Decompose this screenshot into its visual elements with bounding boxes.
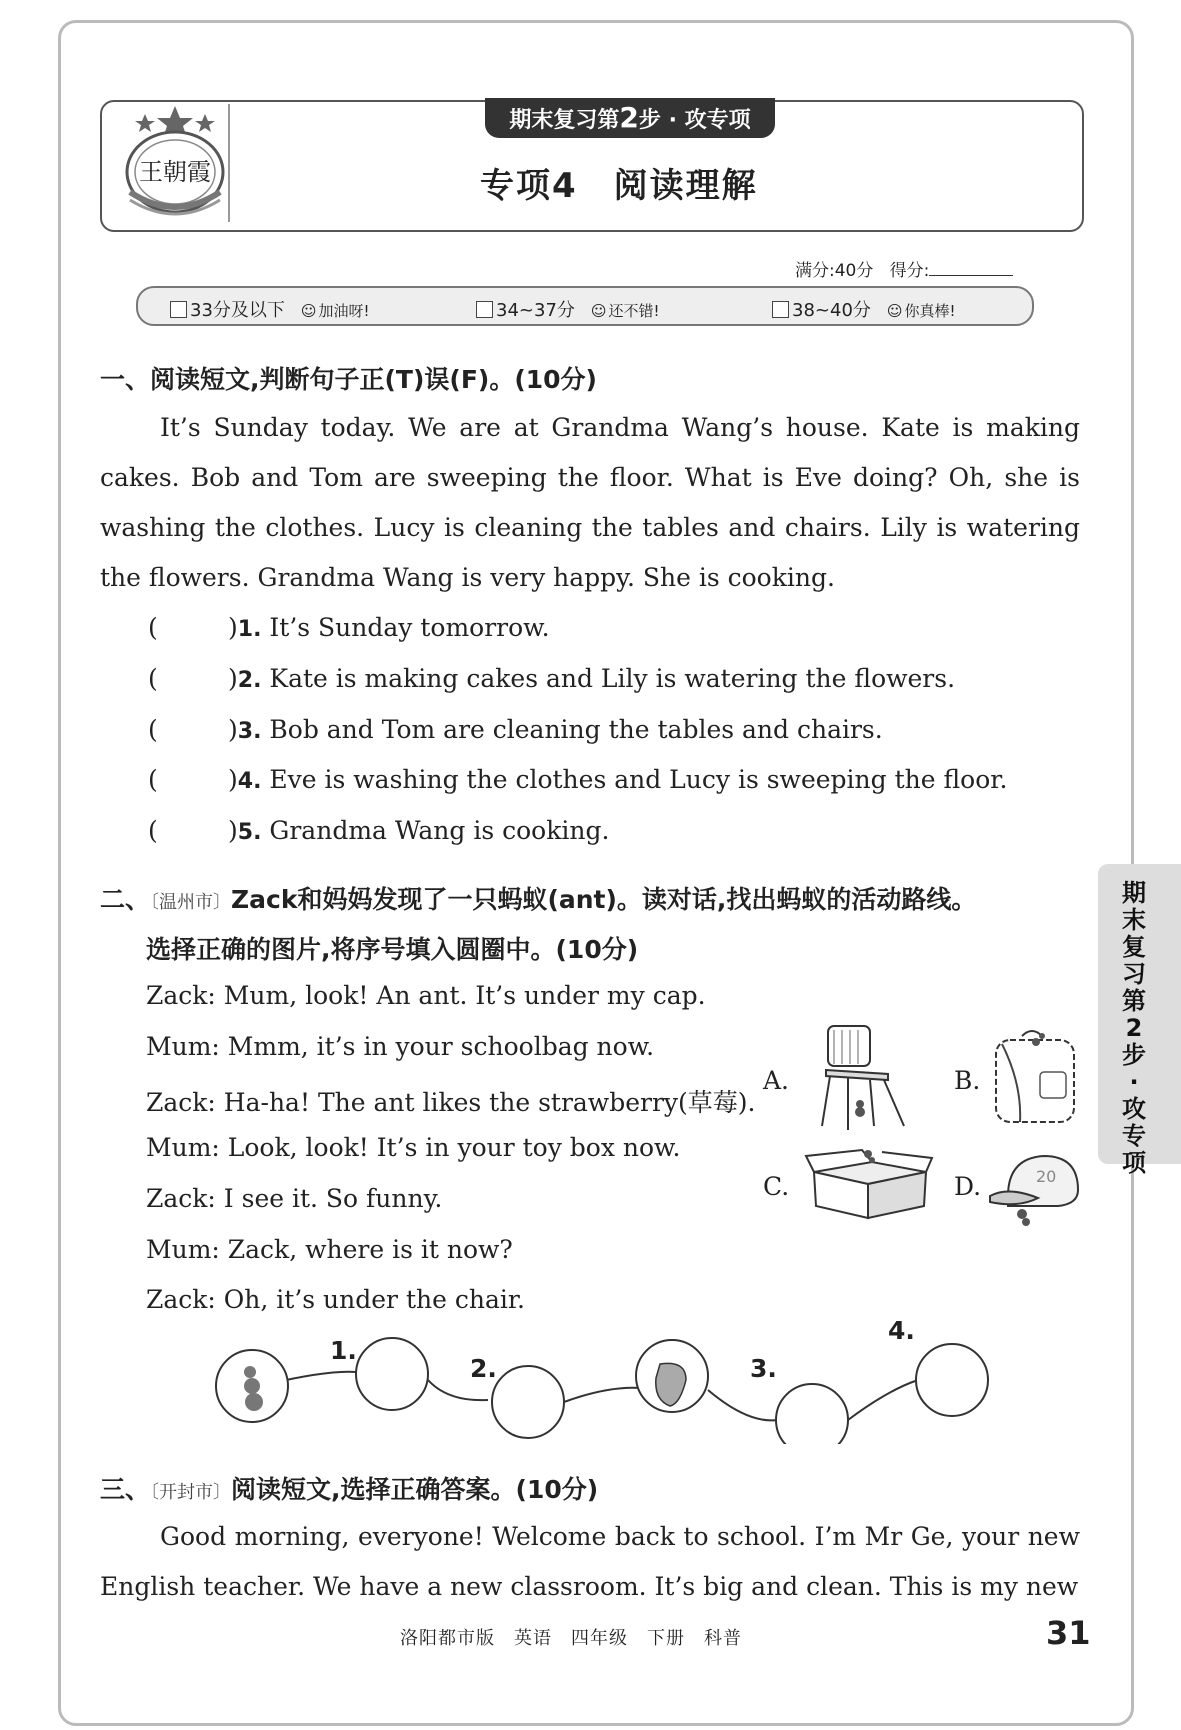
rating-range: 38~40分: [792, 300, 871, 321]
side-tab: [1098, 864, 1181, 1177]
dialogue-line: Zack: I see it. So funny.: [146, 1184, 443, 1213]
step-tab-suffix: 步 · 攻专项: [638, 108, 751, 133]
region-tag: 〔温州市〕: [150, 892, 232, 913]
rating-comment: 你真棒!: [904, 302, 956, 320]
paren-close: ): [228, 613, 238, 642]
rating-range: 33分及以下: [190, 300, 285, 321]
svg-text:20: 20: [1036, 1167, 1057, 1186]
question-text: Grandma Wang is cooking.: [269, 816, 610, 845]
paren-open: (: [148, 816, 158, 845]
section3-prefix: 三、: [100, 1475, 151, 1504]
option-a-label: A.: [763, 1066, 790, 1095]
dialogue-line: Mum: Look, look! It’s in your toy box now.: [146, 1133, 681, 1162]
rating-comment: 还不错!: [608, 302, 660, 320]
paren-close: ): [228, 816, 238, 845]
rating-item: [772, 296, 956, 322]
paren-open: (: [148, 613, 158, 642]
paren-close: ): [228, 765, 238, 794]
paren-open: (: [148, 765, 158, 794]
answer-blank[interactable]: [148, 765, 228, 794]
section3-passage: Good morning, everyone! Welcome back to school. I’m Mr Ge, your new English teacher. We have a new classroom. It’s big and clean. This is my new: [100, 1522, 1080, 1601]
answer-circle[interactable]: [776, 1384, 848, 1444]
rating-comment: 加油呀!: [318, 302, 370, 320]
section2-heading: [100, 880, 976, 916]
rating-checkbox[interactable]: [476, 301, 493, 318]
footer: 洛阳都市版 英语 四年级 下册 科普: [400, 1628, 742, 1649]
question-item: [148, 715, 883, 744]
score-label: 得分:: [889, 261, 930, 281]
rating-item: [476, 296, 660, 322]
answer-blank[interactable]: [148, 816, 228, 845]
section2-prefix: 二、: [100, 885, 151, 914]
circle-label: 4.: [888, 1316, 915, 1345]
answer-blank[interactable]: [148, 715, 228, 744]
rating-range: 34~37分: [496, 300, 575, 321]
answer-blank[interactable]: [148, 664, 228, 693]
question-item: [148, 664, 955, 693]
side-tab-text: 期末复习第2步·攻专项: [1122, 879, 1146, 1177]
score-line: [795, 256, 1013, 281]
toy-box-picture[interactable]: [802, 1142, 934, 1222]
page-title: 专项4 阅读理解: [480, 166, 758, 206]
rating-bar: [136, 286, 1034, 326]
answer-circle[interactable]: [356, 1338, 428, 1410]
question-number: 3.: [237, 719, 262, 744]
dialogue-line: Zack: Ha-ha! The ant likes the strawberry(草莓).: [146, 1088, 756, 1117]
circle-label: 1.: [330, 1336, 357, 1365]
option-d-label: D.: [954, 1172, 982, 1201]
section3-heading-text: 阅读短文,选择正确答案。(10分): [231, 1475, 599, 1504]
section1-passage: It’s Sunday today. We are at Grandma Wang’s house. Kate is making cakes. Bob and Tom are sweeping the floor. What is Eve doing? Oh, she is washing the clothes. Lucy is cleaning the tables and chairs. Lily is watering the flowers. Grandma Wang is very happy. She is cooking.: [100, 413, 1080, 592]
question-text: Bob and Tom are cleaning the tables and chairs.: [269, 715, 883, 744]
full-score: 满分:40分: [795, 261, 874, 281]
dialogue-line: Zack: Oh, it’s under the chair.: [146, 1285, 525, 1314]
section3-heading: [100, 1470, 598, 1506]
paren-open: (: [148, 715, 158, 744]
question-number: 5.: [237, 820, 262, 845]
ant-route-diagram: [208, 1330, 1008, 1444]
option-c-label: C.: [763, 1172, 790, 1201]
answer-circle[interactable]: [916, 1344, 988, 1416]
logo: [120, 104, 230, 222]
question-text: It’s Sunday tomorrow.: [269, 613, 550, 642]
cap-picture[interactable]: [988, 1150, 1084, 1230]
smiley-icon: ☺: [886, 302, 903, 320]
page-number: 31: [1046, 1614, 1091, 1652]
rating-checkbox[interactable]: [772, 301, 789, 318]
schoolbag-picture[interactable]: [982, 1024, 1082, 1128]
rating-checkbox[interactable]: [170, 301, 187, 318]
circle-label: 2.: [470, 1354, 497, 1383]
smiley-icon: ☺: [590, 302, 607, 320]
step-tab-prefix: 期末复习第: [509, 108, 620, 133]
question-item: [148, 816, 609, 845]
dialogue-line: Mum: Zack, where is it now?: [146, 1235, 513, 1264]
section1-heading: 一、阅读短文,判断句子正(T)误(F)。(10分): [100, 365, 597, 394]
rating-item: [170, 296, 370, 322]
question-text: Eve is washing the clothes and Lucy is sweeping the floor.: [269, 765, 1008, 794]
circle-label: 3.: [750, 1354, 777, 1383]
logo-text: 王朝霞: [139, 158, 211, 186]
question-number: 1.: [237, 617, 262, 642]
question-number: 2.: [237, 668, 262, 693]
step-tab-num: 2: [619, 101, 639, 134]
dialogue-line: Zack: Mum, look! An ant. It’s under my cap.: [146, 981, 706, 1010]
question-item: [148, 613, 550, 642]
paren-close: ): [228, 664, 238, 693]
paren-close: ): [228, 715, 238, 744]
section2-heading-line2: 选择正确的图片,将序号填入圆圈中。(10分): [146, 935, 639, 964]
region-tag: 〔开封市〕: [150, 1482, 232, 1503]
option-b-label: B.: [954, 1066, 981, 1095]
score-blank[interactable]: [929, 275, 1013, 276]
answer-blank[interactable]: [148, 613, 228, 642]
section2-heading-line1: Zack和妈妈发现了一只蚂蚁(ant)。读对话,找出蚂蚁的活动路线。: [231, 885, 977, 914]
smiley-icon: ☺: [300, 302, 317, 320]
logo-divider: [228, 104, 230, 222]
paren-open: (: [148, 664, 158, 693]
question-text: Kate is making cakes and Lily is watering the flowers.: [269, 664, 956, 693]
step-tab: [485, 98, 775, 138]
dialogue-line: Mum: Mmm, it’s in your schoolbag now.: [146, 1032, 655, 1061]
question-number: 4.: [237, 769, 262, 794]
chair-picture[interactable]: [808, 1020, 918, 1132]
answer-circle[interactable]: [492, 1366, 564, 1438]
question-item: [148, 765, 1007, 794]
